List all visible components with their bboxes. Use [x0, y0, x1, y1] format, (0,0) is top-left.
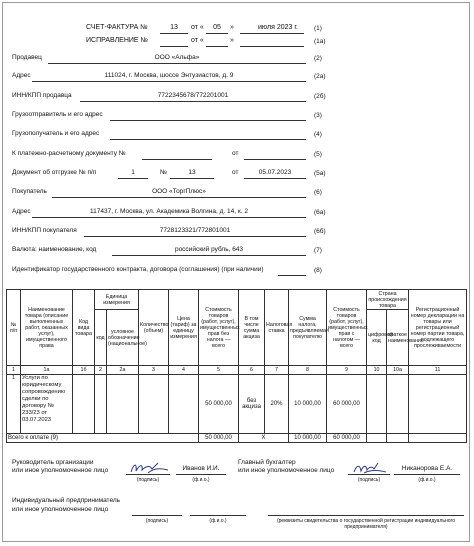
code-3: (3) — [314, 112, 322, 119]
col-num-1a: 1а — [21, 366, 73, 375]
buyer-inn-label: ИНН/КПП покупателя — [12, 227, 77, 234]
h-num: № п/п — [7, 290, 21, 366]
head-name-line — [176, 474, 226, 475]
row-qty — [139, 375, 169, 434]
correction-month-line — [240, 46, 304, 47]
row-num: 1 — [7, 375, 21, 434]
buyer-address-value: 117437, г. Москва, ул. Академика Волгина, д. 14, к. 2 — [90, 208, 248, 215]
invoice-number: 13 — [170, 24, 178, 31]
payment-doc-number-line — [142, 159, 212, 160]
shipment-number-label: № — [160, 169, 167, 176]
code-8: (8) — [314, 267, 322, 274]
correction-from-close: » — [230, 37, 234, 44]
row-rate: 20% — [265, 375, 289, 434]
col-num-7: 7 — [265, 366, 289, 375]
row-tax: 10 000,00 — [289, 375, 327, 434]
shipment-doc-label: Документ об отгрузке № п/п — [12, 169, 97, 176]
shipment-date-line — [244, 178, 306, 179]
h-cost: Стоимость товаров (работ, услуг), имущественных прав без налога — всего — [199, 290, 239, 366]
currency-value: российский рубль, 643 — [174, 246, 244, 253]
h-country-code: цифровой код — [367, 310, 387, 366]
seller-address-label: Адрес — [12, 72, 31, 79]
correction-day-line — [206, 46, 228, 47]
col-num-2a: 2а — [107, 366, 139, 375]
code-4: (4) — [314, 131, 322, 138]
code-2b: (2б) — [314, 93, 326, 100]
seller-line — [48, 63, 306, 64]
contract-id-label: Идентификатор государственного контракта, договора (соглашения) (при наличии) — [12, 266, 264, 273]
accountant-sign-caption: (подпись) — [357, 477, 381, 483]
buyer-address-label: Адрес — [12, 208, 31, 215]
accountant-label-1: Главный бухгалтер — [238, 459, 296, 466]
row-kind — [73, 375, 95, 434]
buyer-line — [52, 197, 306, 198]
buyer-label: Покупатель — [12, 188, 47, 195]
buyer-address-line — [32, 217, 306, 218]
buyer-inn-value: 7728123321/772801001 — [159, 227, 231, 234]
accountant-name: Никанорова Е.А. — [401, 465, 453, 472]
row-name: Услуги по юридическому сопровождению сделки по договору № 233/23 от 03.07.2023 — [21, 375, 73, 434]
correction-from: от « — [191, 37, 204, 44]
shipment-pos-line — [118, 178, 148, 179]
seller-value: ООО «Альфа» — [154, 54, 200, 61]
entrepreneur-reg-line — [268, 515, 464, 516]
h-country-name: краткое наименование — [387, 310, 409, 366]
accountant-label-2: или иное уполномоченное лицо — [238, 467, 335, 474]
head-fio-caption: (ф.и.о.) — [192, 477, 210, 483]
h-reg: Регистрационный номер декларации на товары или регистрационный номер партии товара, подлежащего прослеживаемости — [409, 290, 467, 366]
seller-address-value: 111024, г. Москва, шоссе Энтузиастов, д. 9 — [104, 72, 234, 79]
invoice-table — [6, 289, 467, 443]
payment-doc-from: от — [232, 150, 239, 157]
total-empty-2 — [387, 434, 409, 443]
currency-label: Валюта: наименование, код — [12, 246, 97, 253]
accountant-name-line — [394, 474, 460, 475]
total-empty-3 — [409, 434, 467, 443]
row-total: 60 000,00 — [327, 375, 367, 434]
h-country: Страна происхождения товара — [368, 290, 407, 309]
buyer-inn-line — [84, 236, 306, 237]
row-cost: 50 000,00 — [199, 375, 239, 434]
h-kind: Код вида товара — [73, 290, 95, 366]
h-unit: Единица измерения — [95, 290, 139, 310]
h-rate: Налоговая ставка — [265, 290, 289, 366]
total-excise: X — [239, 434, 289, 443]
code-2: (2) — [314, 55, 322, 62]
shipment-date: 05.07.2023 — [258, 169, 292, 176]
col-num-1: 1 — [7, 366, 21, 375]
shipper-line — [110, 120, 306, 121]
code-2a: (2а) — [314, 73, 326, 80]
month-line — [240, 33, 304, 34]
seller-address-line — [32, 81, 306, 82]
col-num-8: 8 — [289, 366, 327, 375]
head-sign-caption: (подпись) — [136, 477, 160, 483]
code-6a: (6а) — [314, 209, 326, 216]
shipment-number-line — [170, 178, 214, 179]
col-num-10a: 10а — [387, 366, 409, 375]
entrepreneur-reg-caption: (реквизиты свидетельства о государственной регистрации индивидуального предпринимателя) — [276, 518, 456, 530]
total-label: Всего к оплате (9) — [7, 434, 199, 443]
code-7: (7) — [314, 247, 322, 254]
payment-doc-label: К платежно-расчетному документу № — [12, 150, 126, 157]
col-num-11: 11 — [409, 366, 467, 375]
correction-number-line — [160, 46, 188, 47]
accountant-fio-caption: (ф.и.о.) — [418, 477, 436, 483]
total-sum: 60 000,00 — [327, 434, 367, 443]
total-tax: 10 000,00 — [289, 434, 327, 443]
code-6: (6) — [314, 189, 322, 196]
invoice-month-year: июля 2023 г. — [258, 24, 298, 31]
head-signature-icon — [128, 460, 170, 476]
h-price: Цена (тариф) за единицу измерения — [169, 290, 199, 366]
h-total: Стоимость товаров (работ, услуг), имущественных прав с налогом — всего — [327, 290, 367, 366]
h-unit-code: код — [95, 310, 107, 366]
invoice-from: от « — [191, 24, 204, 31]
code-6b: (6б) — [314, 228, 326, 235]
consignee-label: Грузополучатель и его адрес — [12, 130, 100, 137]
col-num-1b: 1б — [73, 366, 95, 375]
entrepreneur-label-2: или иное уполномоченное лицо — [12, 506, 109, 513]
day-line — [206, 33, 228, 34]
entrepreneur-fio-caption: (ф.и.о.) — [209, 518, 227, 524]
payment-doc-date-line — [244, 159, 306, 160]
head-name: Иванов И.И. — [182, 465, 220, 472]
total-row — [7, 434, 467, 443]
currency-line — [112, 255, 306, 256]
accountant-signature-icon — [352, 461, 388, 476]
row-country-name — [387, 375, 409, 434]
entrepreneur-label-1: Индивидуальный предприниматель — [12, 497, 121, 504]
entrepreneur-sign-line — [132, 515, 182, 516]
col-num-4: 4 — [169, 366, 199, 375]
table-row — [7, 375, 467, 434]
shipment-number: 13 — [188, 169, 196, 176]
code-1a: (1а) — [314, 38, 326, 45]
row-unit-code — [95, 375, 107, 434]
invoice-number-line — [160, 33, 188, 34]
col-num-9: 9 — [327, 366, 367, 375]
entrepreneur-name-line — [190, 515, 246, 516]
row-reg — [409, 375, 467, 434]
h-unit-name: условное обозначение (национальное) — [107, 310, 139, 366]
col-num-10: 10 — [367, 366, 387, 375]
code-5a: (5а) — [314, 170, 326, 177]
col-num-2: 2 — [95, 366, 107, 375]
head-label-2: или иное уполномоченное лицо — [12, 467, 109, 474]
seller-inn-label: ИНН/КПП продавца — [12, 92, 72, 99]
shipment-pos: 1 — [131, 169, 135, 176]
correction-label: ИСПРАВЛЕНИЕ № — [86, 37, 149, 44]
h-qty: Количество (объем) — [139, 290, 169, 366]
invoice-day: 05 — [213, 24, 221, 31]
total-cost: 50 000,00 — [199, 434, 239, 443]
row-price — [169, 375, 199, 434]
code-1: (1) — [314, 25, 322, 32]
entrepreneur-sign-caption: (подпись) — [145, 518, 169, 524]
seller-inn-line — [80, 101, 306, 102]
row-country-code — [367, 375, 387, 434]
col-num-3: 3 — [139, 366, 169, 375]
row-excise: без акциза — [239, 375, 265, 434]
head-label-1: Руководитель организации — [12, 459, 94, 466]
shipment-from: от — [232, 169, 239, 176]
col-num-6: 6 — [239, 366, 265, 375]
seller-inn-value: 7722345678/772201001 — [157, 92, 229, 99]
invoice-label: СЧЕТ-ФАКТУРА № — [86, 24, 148, 31]
consignee-line — [110, 139, 306, 140]
h-tax: Сумма налога, предъявляемая покупателю — [289, 290, 327, 366]
contract-id-line — [278, 275, 306, 276]
shipper-label: Грузоотправитель и его адрес — [12, 111, 103, 118]
seller-label: Продавец — [12, 54, 42, 61]
col-num-5: 5 — [199, 366, 239, 375]
buyer-value: ООО «ТоргПлюс» — [152, 188, 206, 195]
h-name: Наименование товара (описание выполненных работ, оказанных услуг), имущественного права — [21, 290, 73, 366]
total-empty-1 — [367, 434, 387, 443]
row-unit-name — [107, 375, 139, 434]
invoice-from-close: » — [230, 24, 234, 31]
code-5: (5) — [314, 151, 322, 158]
h-excise: В том числе сумма акциза — [239, 290, 265, 366]
